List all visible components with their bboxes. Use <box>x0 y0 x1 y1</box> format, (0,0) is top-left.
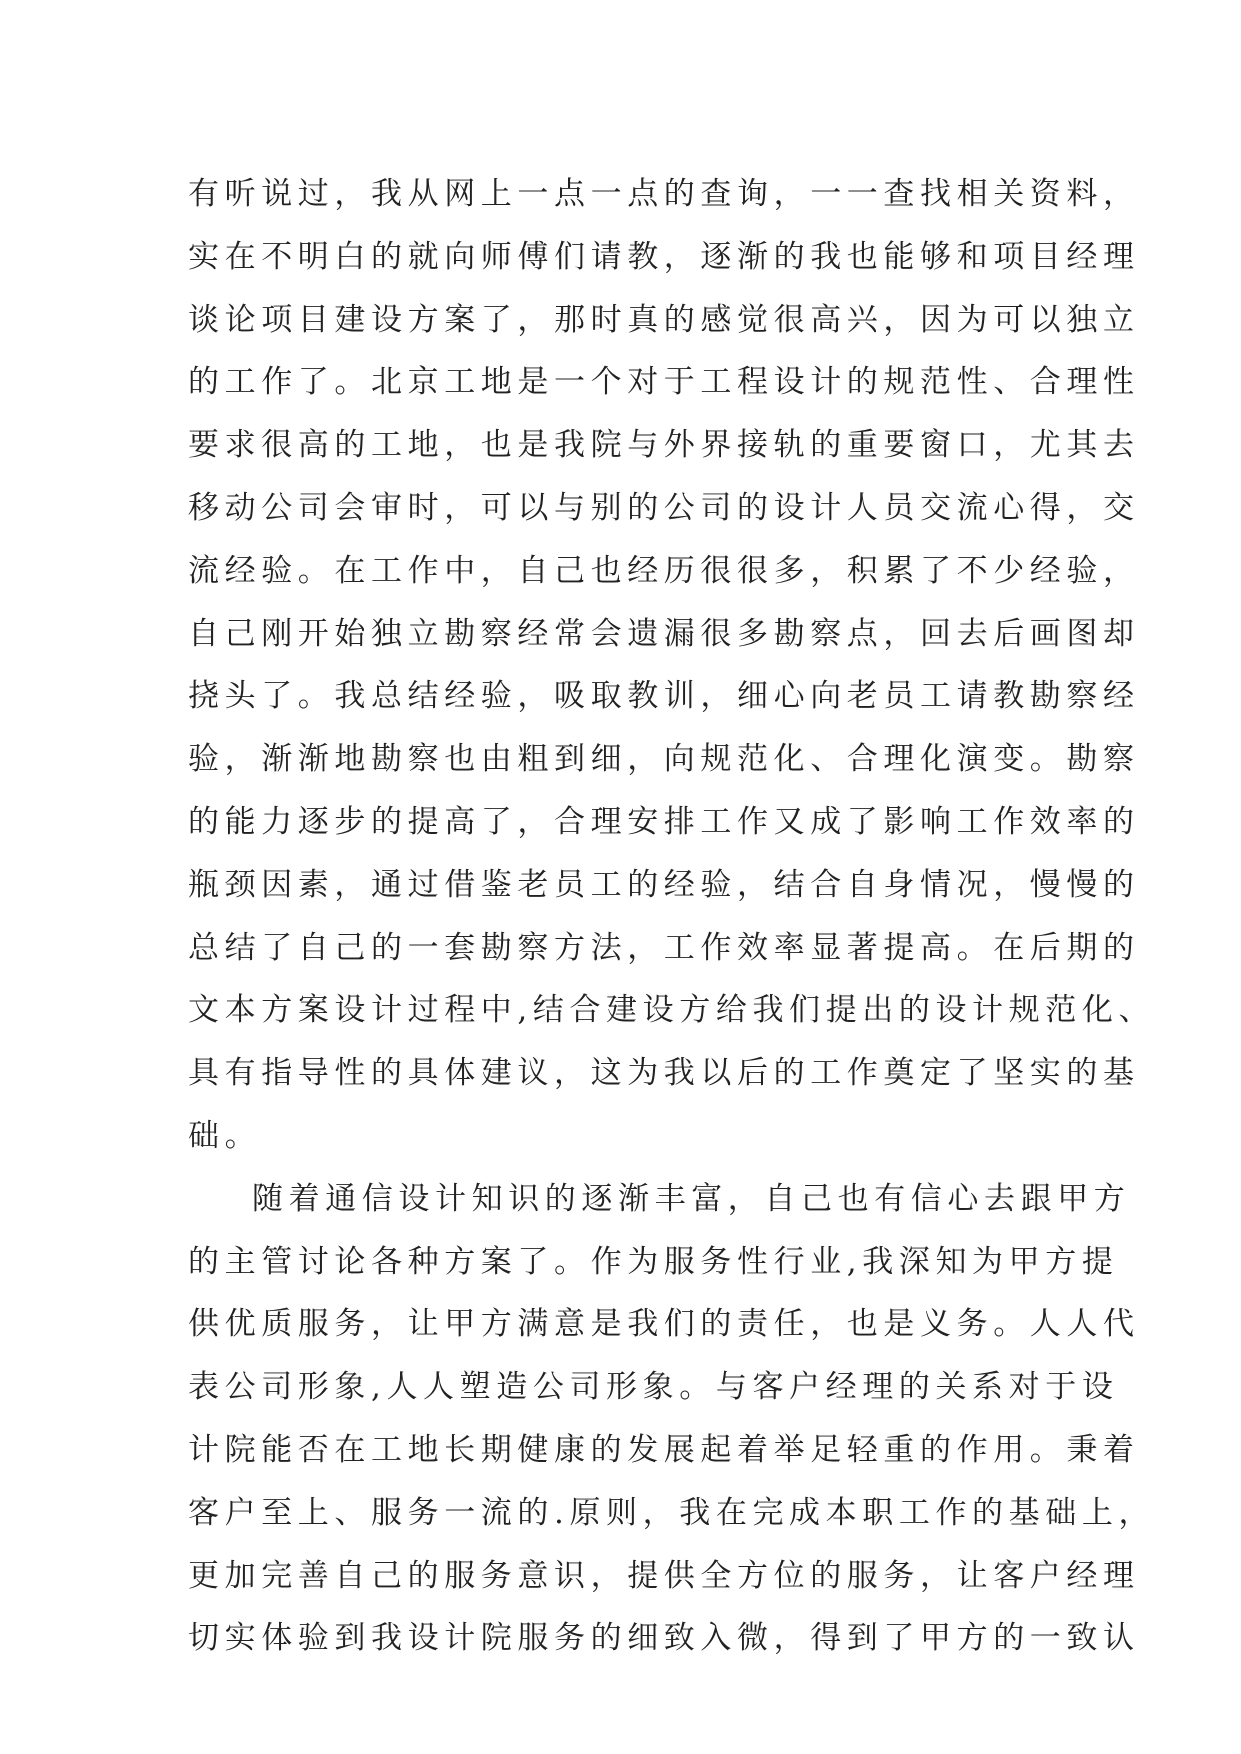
text-line: 流经验。在工作中，自己也经历很很多，积累了不少经验， <box>188 552 1140 589</box>
text-line: 更加完善自己的服务意识，提供全方位的服务，让客户经理 <box>188 1557 1140 1594</box>
text-line: 谈论项目建设方案了，那时真的感觉很高兴，因为可以独立 <box>188 301 1140 338</box>
text-line: 计院能否在工地长期健康的发展起着举足轻重的作用。秉着 <box>188 1431 1140 1468</box>
text-line: 验，渐渐地勘察也由粗到细，向规范化、合理化演变。勘察 <box>188 741 1140 778</box>
text-line: 具有指导性的具体建议，这为我以后的工作奠定了坚实的基 <box>188 1055 1140 1092</box>
text-line: 瓶颈因素，通过借鉴老员工的经验，结合自身情况，慢慢的 <box>188 866 1140 903</box>
text-line: 表公司形象,人人塑造公司形象。与客户经理的关系对于设 <box>188 1369 1119 1406</box>
text-line: 总结了自己的一套勘察方法，工作效率显著提高。在后期的 <box>188 929 1140 966</box>
text-line: 文本方案设计过程中,结合建设方给我们提出的设计规范化、 <box>188 992 1156 1029</box>
text-line: 的主管讨论各种方案了。作为服务性行业,我深知为甲方提 <box>188 1243 1119 1280</box>
text-line: 客户至上、服务一流的.原则，我在完成本职工作的基础上， <box>188 1494 1156 1531</box>
text-line: 有听说过，我从网上一点一点的查询，一一查找相关资料， <box>188 176 1140 212</box>
text-line: 自己刚开始独立勘察经常会遗漏很多勘察点，回去后画图却 <box>188 615 1140 652</box>
paragraph-2 <box>188 1168 1156 1670</box>
text-line: 移动公司会审时，可以与别的公司的设计人员交流心得，交 <box>188 489 1140 526</box>
text-line: 要求很高的工地，也是我院与外界接轨的重要窗口，尤其去 <box>188 427 1140 464</box>
text-line: 挠头了。我总结经验，吸取教训，细心向老员工请教勘察经 <box>188 678 1140 715</box>
text-line: 供优质服务，让甲方满意是我们的责任，也是义务。人人代 <box>188 1306 1140 1343</box>
body-text <box>188 163 1156 1670</box>
text-line: 随着通信设计知识的逐渐丰富，自己也有信心去跟甲方 <box>252 1180 1131 1217</box>
text-line: 实在不明白的就向师傅们请教，逐渐的我也能够和项目经理 <box>188 238 1140 275</box>
text-line: 础。 <box>188 1117 262 1154</box>
text-line: 的工作了。北京工地是一个对于工程设计的规范性、合理性 <box>188 364 1140 401</box>
text-line: 切实体验到我设计院服务的细致入微，得到了甲方的一致认 <box>188 1620 1140 1657</box>
paragraph-1 <box>188 163 1156 1168</box>
text-line: 的能力逐步的提高了，合理安排工作又成了影响工作效率的 <box>188 803 1140 840</box>
